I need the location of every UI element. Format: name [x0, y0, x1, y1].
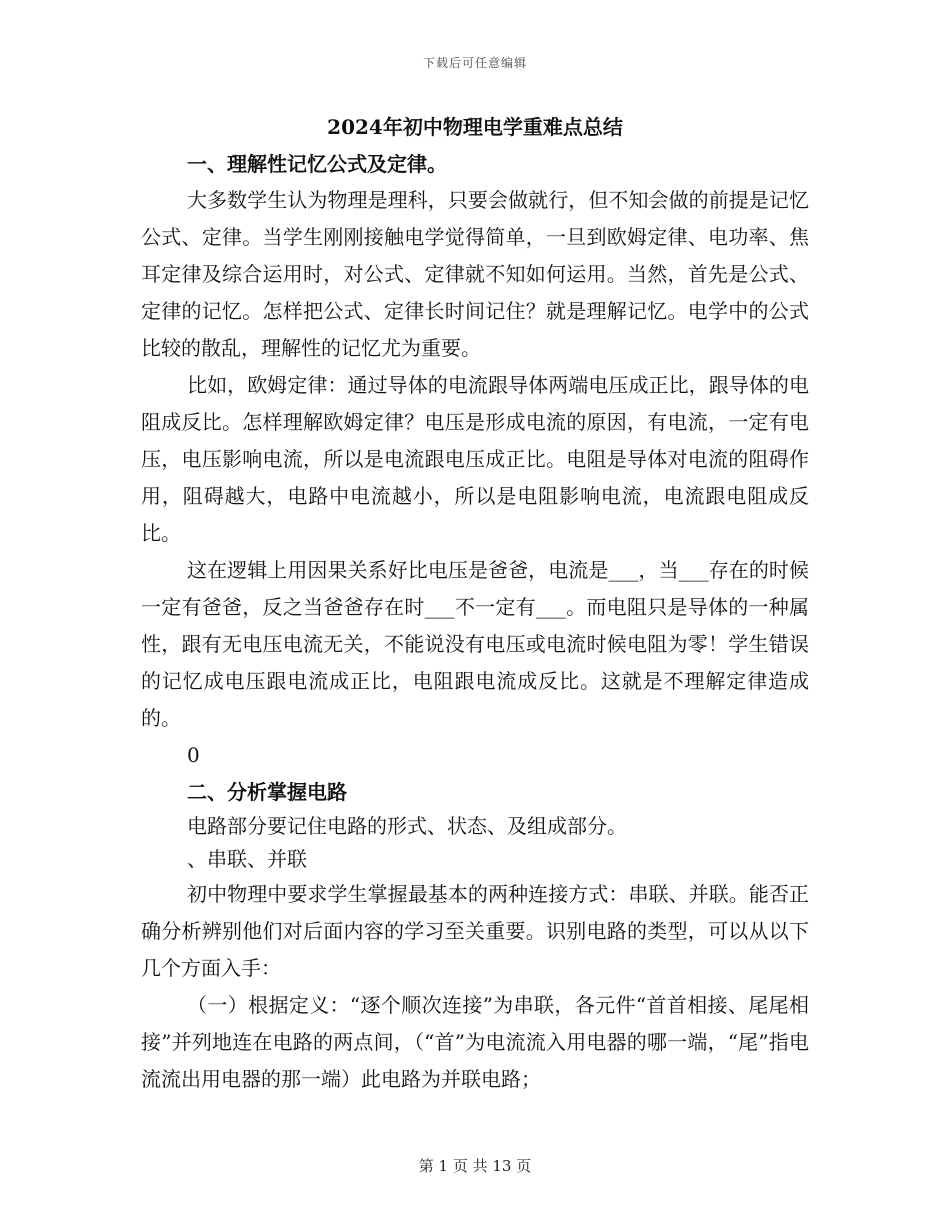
paragraph: 、串联、并联 — [187, 847, 307, 871]
section-2-heading: 二、分析掌握电路 — [187, 780, 347, 804]
page-header: 下载后可任意编辑 — [422, 56, 527, 70]
document-title: 2024年初中物理电学重难点总结 — [327, 115, 623, 139]
paragraph: 大多数学生认为物理是理科，只要会做就行，但不知会做的前提是记忆公式、定律。当学生刚刚接触电学觉得简单，一旦到欧姆定律、电功率、焦耳定律及综合运用时，对公式、定律就不知如何运用。当然，首先是公式、定律的记忆。怎样把公式、定律长时间记住？就是理解记忆。电学中的公式比较的散乱，理解性的记忆尤为重要。 — [141, 188, 809, 360]
paragraph: 初中物理中要求学生掌握最基本的两种连接方式：串联、并联。能否正确分析辨别他们对后面内容的学习至关重要。识别电路的类型，可以从以下几个方面入手： — [141, 882, 809, 980]
document-body — [141, 112, 809, 1098]
page-footer: 第 1 页 共 13 页 — [418, 1157, 532, 1175]
paragraph: 0 — [187, 743, 200, 767]
paragraph: 这在逻辑上用因果关系好比电压是爸爸，电流是___，当___存在的时候一定有爸爸，反之当爸爸存在时___不一定有___。而电阻只是导体的一种属性，跟有无电压电流无关，不能说没有电压或电流时候电阻为零！学生错误的记忆成电压跟电流成正比，电阻跟电流成反比。这就是不理解定律造成的。 — [141, 558, 809, 730]
paragraph: （一）根据定义：“逐个顺次连接”为串联，各元件“首首相接、尾尾相接”并列地连在电路的两点间，（“首”为电流流入用电器的哪一端，“尾”指电流流出用电器的那一端）此电路为并联电路； — [141, 993, 809, 1091]
paragraph: 电路部分要记住电路的形式、状态、及组成部分。 — [187, 814, 627, 838]
section-1-heading: 一、理解性记忆公式及定律。 — [187, 152, 447, 176]
paragraph: 比如，欧姆定律：通过导体的电流跟导体两端电压成正比，跟导体的电阻成反比。怎样理解欧姆定律？电压是形成电流的原因，有电流，一定有电压，电压影响电流，所以是电流跟电压成正比。电阻是导体对电流的阻碍作用，阻碍越大，电路中电流越小，所以是电阻影响电流，电流跟电阻成反比。 — [141, 373, 809, 545]
